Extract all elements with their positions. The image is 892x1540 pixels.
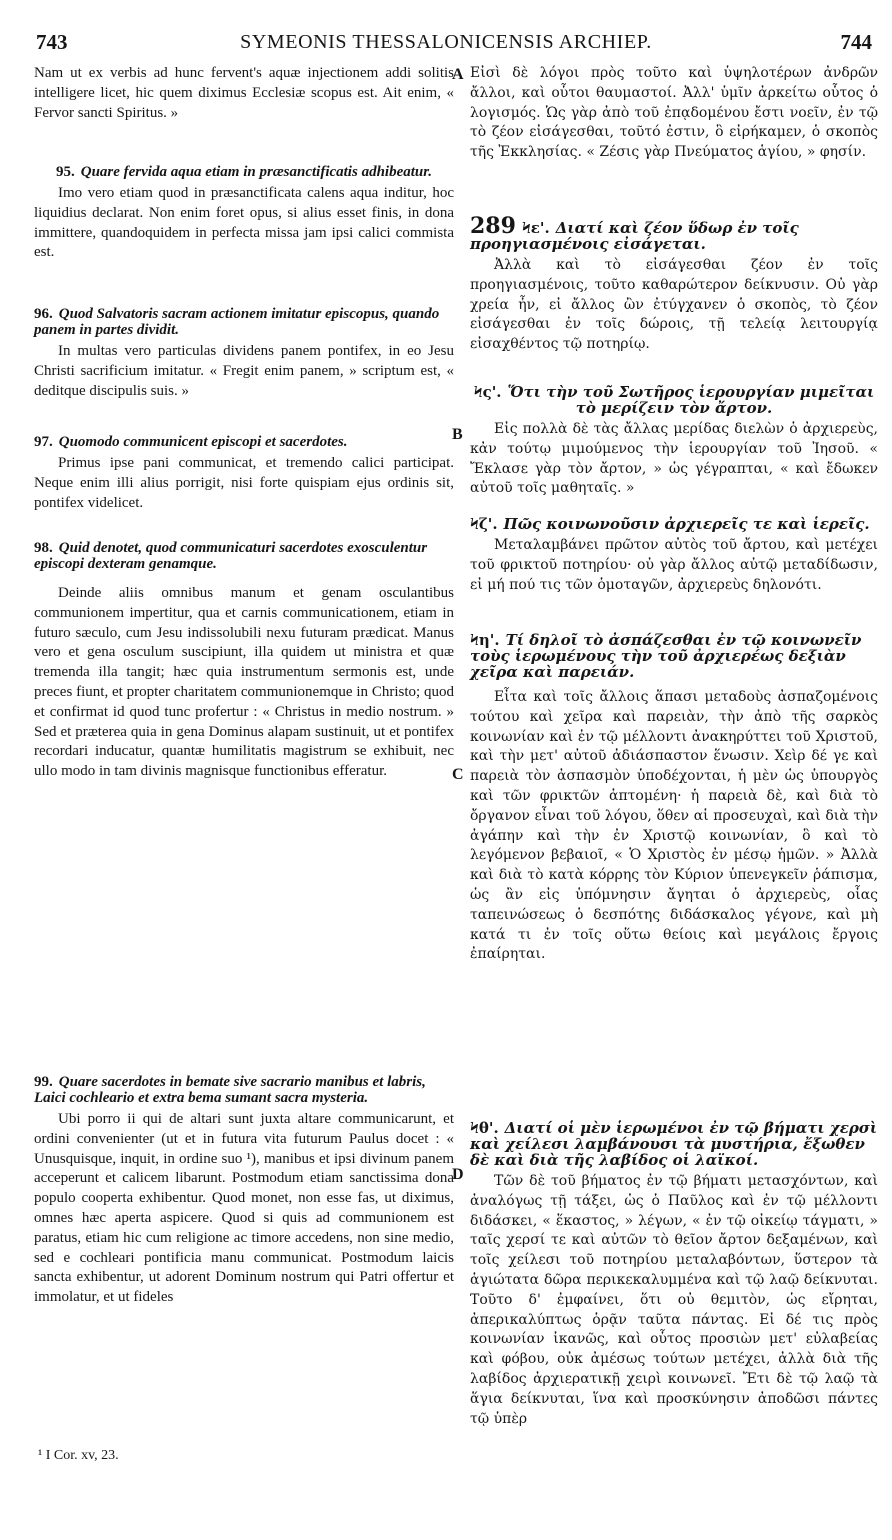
right-page-number: 744 (840, 30, 872, 54)
greek-section-98 (470, 632, 878, 965)
greek-text-98: Εἶτα καὶ τοῖς ἄλλοις ἅπασι μεταδοὺς ἀσπαζομένοις τούτου καὶ χεῖρα καὶ παρειὰν, τὴν ἀπὸ τῆς σαρκὸς κοινωνίαν καὶ ἐν τῷ μέλλοντι ἀνακηρύττει τοῦ Χριστοῦ, καὶ τὴν μετ' αὐτοῦ ἀδιάσπαστον ἕνωσιν. Χεὶρ δέ γε καὶ παρειὰ τὸν ἀσπασμὸν ὑποδέχονται, ἡ μὲν ὡς ὑπουργὸς καὶ τῶν φρικτῶν ἁπτομένη· ἡ παρειὰ δὲ, καὶ διὰ τὸ ὄργανον εἶναι τοῦ λόγου, ὅθεν αἱ προσευχαὶ, καὶ διὰ τὴν ἀγάπην καὶ τὴν ἐν Χριστῷ κοινωνίαν, ὃ καὶ τὸ λεγόμενον βεβαιοῖ, « Ὁ Χριστὸς ἐν μέσῳ ἡμῶν. » Ἀλλὰ καὶ διὰ τὸ κατὰ κόρρης τὸν Κύριον ὑπενεγκεῖν ῥάπισμα, ὡς ἂν εἰς ὑπόμνησιν ἄγηται ὁ ἀρχιερεὺς, οἷας ταπεινώσεως ὁ δεσπότης διδάσκαλος γέγονε, καὶ μὴ κατά τι ἐν τοῖς οὕτω θείοις καὶ μεγάλοις ἔργοις ἐπαίρηται. (470, 689, 878, 963)
latin-text-99: Ubi porro ii qui de altari sunt juxta altare communicarunt, et ordini convenienter (ut et in futura vita futurum Paulus docet : « Unusquisque, inquit, in ordine suo ¹), manibus et ipsi divinum panem acceperunt et calicem libarunt. Postmodum etiam sanctissima dona populo cooperta exhibentur. Quod monet, non esse fas, ut diximus, omnes hæc aperta aspicere. Quod si quis ad communionem est paratus, etiam hic cum religione ac timore accedens, non sine medio, sed e cochleari pontificia manu communicat. Postmodum laicis sancta exhibentur, ut adorent Dominum nostrum qui Patri offertur et immolatur, et ut fideles (34, 1111, 454, 1306)
greek-section-95 (470, 213, 878, 355)
column-number: 289 (470, 213, 516, 239)
section-title: Τί δηλοῖ τὸ ἀσπάζεσθαι ἐν τῷ κοινωνεῖν τοὺς ἱερωμένους τὴν τοῦ ἀρχιερέως δεξιὰν χεῖρα καὶ παρειάν. (470, 631, 862, 681)
latin-section-97 (34, 434, 454, 513)
greek-section-99 (470, 1120, 878, 1429)
margin-letter-a: A (452, 66, 464, 83)
left-page-number: 743 (36, 30, 68, 54)
latin-text-97: Primus ipse pani communicat, et tremendo calici participat. Neque enim illi alius porrigit, nisi forte quispiam ejus ordinis sit, pontifex videlicet. (34, 455, 454, 511)
latin-heading-95 (34, 164, 454, 180)
latin-heading-98 (34, 540, 454, 572)
greek-text-95: Ἀλλὰ καὶ τὸ εἰσάγεσθαι ζέον ἐν τοῖς προηγιασμένοις, τοῦτο καθαρώτερον δείκνυσιν. Οὐ γὰρ χρεία ἦν, εἰ ἄλλος ὢν ἐτύγχανεν ὁ σκοπὸς, τὸ ζέον εἰσάγεσθαι ἐν τοῖς δώροις, τῇ τελείᾳ λειτουργίᾳ εἰσαχθέντος τῷ ποτηρίῳ. (470, 257, 878, 353)
greek-heading-96 (470, 384, 878, 416)
section-number: Ϟθ'. (470, 1119, 499, 1137)
margin-letter-d: D (452, 1166, 464, 1183)
running-title: SYMEONIS THESSALONICENSIS ARCHIEP. (240, 31, 652, 53)
greek-heading-95 (470, 213, 878, 253)
section-number: 96. (34, 306, 53, 322)
greek-text-96: Εἰς πολλὰ δὲ τὰς ἄλλας μερίδας διελὼν ὁ ἀρχιερεὺς, κἀν τούτῳ μιμούμενος τὴν ἱερουργίαν τοῦ Ἰησοῦ. « Ἔκλασε γὰρ τὸν ἄρτον, » ὡς γέγραπται, « καὶ ἔδωκεν αὐτοῦ τοῖς μαθηταῖς. » (470, 421, 878, 497)
greek-heading-99 (470, 1120, 878, 1168)
section-number: 98. (34, 540, 53, 556)
section-number: 95. (55, 164, 75, 180)
section-number: Ϟζ'. (470, 515, 498, 533)
section-title: Quomodo communicent episcopi et sacerdotes. (58, 434, 348, 450)
greek-text-99: Τῶν δὲ τοῦ βήματος ἐν τῷ βήματι μετασχόντων, καὶ ἀναλόγως τῇ τάξει, ὡς ὁ Παῦλος καὶ ἐν τῷ μέλλοντι διδάσκει, « ἕκαστος, » λέγων, « ἐν τῷ οἰκείῳ τάγματι, » ταῖς χερσί τε καὶ αὐτῶν τὸ θεῖον ἄρτον δεξαμένων, καὶ τοῖς χείλεσι τοῦ ποτηρίου μεταλαβόντων, ὕστερον τὰ ἁγιώτατα δῶρα περικεκαλυμμένα καὶ τῷ λαῷ δείκνυται. Τοῦτο δ' ἐμφαίνει, ὅτι οὐ θεμιτὸν, ὡς εἴρηται, ἀπερικαλύπτως ὁρᾷν ταῦτα πάντας. Εἰ δέ τις πρὸς κοινωνίαν ἱκανῶς, καὶ οὗτος προσιὼν μετ' εὐλαβείας καὶ φόβου, οὐκ ἀμέσως τούτων μετέχει, ἀλλὰ διὰ τῆς λαβίδος ἀρχιερατικῇ χειρὶ κοινωνεῖ. Ἔτι δὲ τῷ λαῷ τὰ ἅγια δείκνυται, ἵνα καὶ προσκύνησιν ἀποδῶσι πάντες τῷ ὑπὲρ (470, 1173, 878, 1427)
latin-text-96: In multas vero particulas dividens panem pontifex, in eo Jesu Christi sacrificium imitatur. « Fregit enim panem, » scriptum est, « deditque discipulis suis. » (34, 343, 454, 399)
section-title: Διατί οἱ μὲν ἱερωμένοι ἐν τῷ βήματι χερσὶ καὶ χείλεσι λαμβάνουσι τὰ μυστήρια, ἔξωθεν δὲ καὶ διὰ τῆς λαβίδος οἱ λαϊκοί. (470, 1119, 878, 1169)
section-title: Quod Salvatoris sacram actionem imitatur episcopus, quando panem in partes dividit. (34, 306, 440, 338)
section-title: Quare fervida aqua etiam in præsanctificatis adhibeatur. (80, 164, 433, 180)
latin-text-95: Imo vero etiam quod in præsanctificata calens aqua inditur, hoc liquidius declarat. Non enim foret opus, si alius esset finis, in dona immittere, quandoquidem in perfecta missa jam ipsi calici commista est. (34, 185, 454, 261)
section-number: 99. (34, 1074, 53, 1090)
latin-section-98 (34, 540, 454, 782)
greek-section-96 (470, 384, 878, 499)
greek-section-97 (470, 516, 878, 595)
section-number: 97. (34, 434, 53, 450)
section-title: Quare sacerdotes in bemate sive sacrario manibus et labris, Laici cochleario et extra bema sumant sacra mysteria. (34, 1074, 426, 1106)
latin-intro-text: Nam ut ex verbis ad hunc fervent's aquæ injectionem addi solitis intelligere licet, hic quem diximus Ecclesiæ scopus est. Ait enim, « Fervor sancti Spiritus. » (34, 65, 454, 121)
section-title: Πῶς κοινωνοῦσιν ἀρχιερεῖς τε καὶ ἱερεῖς. (503, 515, 870, 533)
section-number: Ϟε'. (521, 219, 550, 237)
latin-section-99 (34, 1074, 454, 1308)
latin-text-98: Deinde aliis omnibus manum et genam osculantibus communionem impertitur, qua et carnis communicationem, etiam in futuro sæculo, cum Jesu indissolubili nexu futuram prædicat. Manus vero et gena osculum suscipiunt, illa quidem ut ministra et quæ tremenda illa tangit; hæc quia instrumentum sermonis est, unde preces fiunt, et propter charitatem communionemque in Christo; quod et confirmat id quod tunc profertur : « Christus in medio nostrum. » Sed et præterea quia in gena Dominus alapam sustinuit, ut et pontifex recordari inducatur, quantæ humilitatis magistrum se exhibuit, nec ullo modo in tam divinis magnisque functionibus efferatur. (34, 585, 454, 780)
greek-heading-97 (470, 516, 878, 532)
section-number: Ϟη'. (470, 631, 500, 649)
latin-section-95 (34, 164, 454, 263)
margin-letter-b: B (452, 426, 463, 443)
greek-text-97: Μεταλαμβάνει πρῶτον αὐτὸς τοῦ ἄρτου, καὶ μετέχει τοῦ φρικτοῦ ποτηρίου· οὐ γὰρ ἄλλος αὐτῷ μεταδίδωσιν, εἰ μή πού τις τῶν ὁμοταγῶν, ἀρχιερεὺς δηλονότι. (470, 537, 878, 593)
greek-intro-text: Εἰσὶ δὲ λόγοι πρὸς τοῦτο καὶ ὑψηλοτέρων ἀνδρῶν ἄλλοι, καὶ οὗτοι θαυμαστοί. Ἀλλ' ὑμῖν ἀρκείτω οὗτος ὁ λογισμός. Ὡς γὰρ ἀπὸ τοῦ ἐπᾳδομένου ἔστι νοεῖν, ἐν τῷ τὸ ζέον εἰσάγεσθαι, τοῦτό ἐστιν, ὃ εἰρήκαμεν, ὁ σκοπὸς τῆς Ἐκκλησίας. « Ζέσις γὰρ Πνεύματος ἁγίου, » φησίν. (470, 65, 878, 161)
latin-heading-99 (34, 1074, 454, 1106)
footnote: ¹ I Cor. xv, 23. (38, 1448, 119, 1463)
latin-section-96 (34, 306, 454, 401)
section-title: Ὅτι τὴν τοῦ Σωτῆρος ἱερουργίαν μιμεῖται τὸ μερίζειν τὸν ἄρτον. (507, 383, 875, 417)
greek-intro (470, 64, 878, 163)
margin-letter-c: C (452, 766, 464, 783)
latin-intro (34, 64, 454, 123)
greek-heading-98 (470, 632, 878, 680)
running-header (0, 30, 892, 58)
section-number: Ϟς'. (473, 383, 502, 401)
latin-heading-97 (34, 434, 454, 450)
section-title: Quid denotet, quod communicaturi sacerdotes exosculentur episcopi dexteram genamque. (34, 540, 428, 572)
section-title: Διατί καὶ ζέον ὕδωρ ἐν τοῖς προηγιασμένοις εἰσάγεται. (470, 219, 799, 253)
latin-heading-96 (34, 306, 454, 338)
